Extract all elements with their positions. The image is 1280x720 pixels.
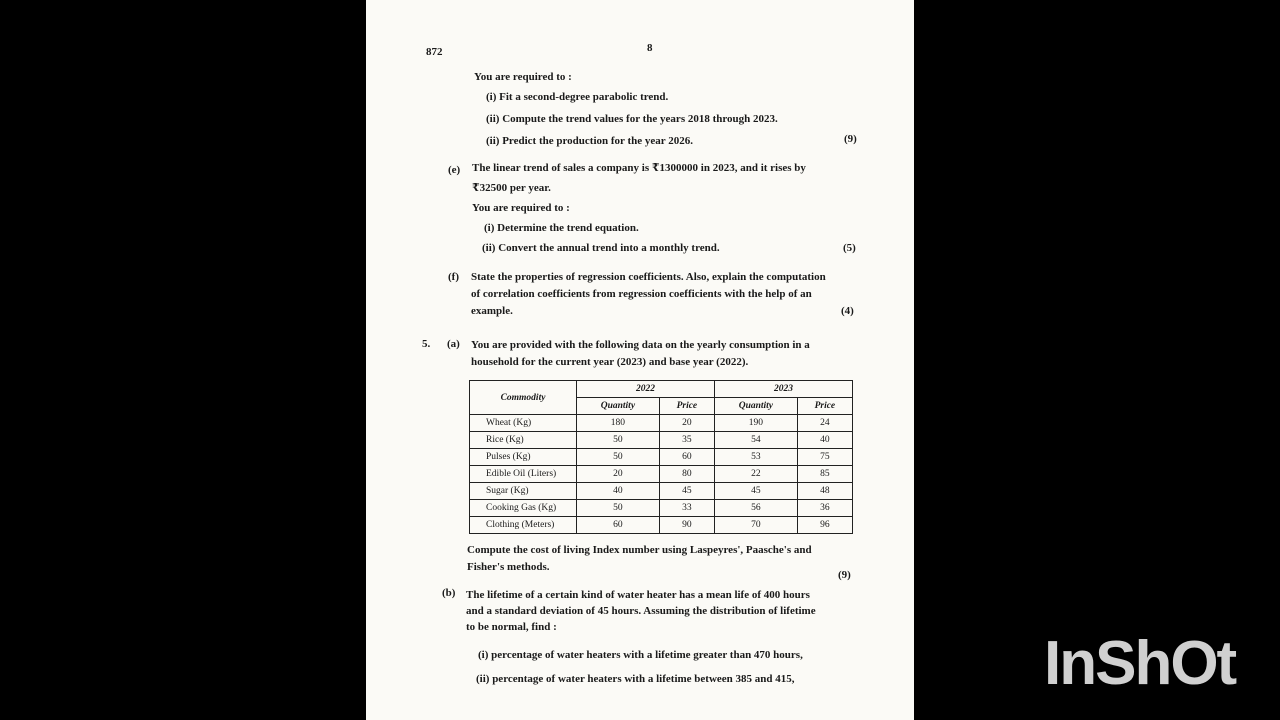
paper-code: 872: [426, 46, 443, 58]
q5-number: 5.: [422, 338, 431, 350]
exam-page: [366, 0, 914, 720]
q5b-line2: and a standard deviation of 45 hours. Assuming the distribution of lifetime: [466, 605, 816, 617]
d-item-ii: (ii) Compute the trend values for the years 2018 through 2023.: [486, 113, 778, 125]
value-cell: 60: [659, 449, 714, 466]
e-item-i: (i) Determine the trend equation.: [484, 222, 639, 234]
value-cell: 20: [577, 466, 660, 483]
value-cell: 70: [714, 517, 797, 534]
f-line1: State the properties of regression coefficients. Also, explain the computation: [471, 271, 826, 283]
table-row: [470, 415, 853, 432]
q5b-line3: to be normal, find :: [466, 621, 557, 633]
quantity-header: Quantity: [714, 398, 797, 415]
d-required: You are required to :: [474, 71, 572, 83]
value-cell: 54: [714, 432, 797, 449]
e-required: You are required to :: [472, 202, 570, 214]
value-cell: 20: [659, 415, 714, 432]
q5a-line2: household for the current year (2023) and base year (2022).: [471, 356, 749, 368]
q5a-after1: Compute the cost of living Index number using Laspeyres', Paasche's and: [467, 544, 812, 556]
value-cell: 35: [659, 432, 714, 449]
q5b-line1: The lifetime of a certain kind of water heater has a mean life of 400 hours: [466, 589, 810, 601]
table-row: [470, 483, 853, 500]
value-cell: 36: [797, 500, 852, 517]
q5b-item-ii: (ii) percentage of water heaters with a lifetime between 385 and 415,: [476, 673, 795, 685]
q5a-marks: (9): [838, 569, 851, 581]
value-cell: 50: [577, 500, 660, 517]
value-cell: 96: [797, 517, 852, 534]
value-cell: 80: [659, 466, 714, 483]
value-cell: 56: [714, 500, 797, 517]
table-row: [470, 517, 853, 534]
year-2022-header: 2022: [577, 381, 715, 398]
value-cell: 45: [659, 483, 714, 500]
commodity-cell: Rice (Kg): [470, 432, 577, 449]
e-line1: The linear trend of sales a company is ₹1300000 in 2023, and it rises by: [472, 162, 806, 174]
commodity-cell: Sugar (Kg): [470, 483, 577, 500]
price-header: Price: [797, 398, 852, 415]
value-cell: 53: [714, 449, 797, 466]
f-label: (f): [448, 271, 459, 283]
e-label: (e): [448, 164, 461, 176]
q5a-after2: Fisher's methods.: [467, 561, 550, 573]
commodity-cell: Edible Oil (Liters): [470, 466, 577, 483]
value-cell: 180: [577, 415, 660, 432]
q5b-label: (b): [442, 587, 456, 599]
consumption-table: [469, 380, 853, 534]
value-cell: 190: [714, 415, 797, 432]
value-cell: 33: [659, 500, 714, 517]
q5a-line1: You are provided with the following data on the yearly consumption in a: [471, 339, 810, 351]
value-cell: 40: [577, 483, 660, 500]
f-line2: of correlation coefficients from regression coefficients with the help of an: [471, 288, 812, 300]
value-cell: 24: [797, 415, 852, 432]
commodity-header: Commodity: [470, 381, 577, 415]
inshot-watermark: InShOt: [1044, 629, 1236, 698]
d-item-iii: (ii) Predict the production for the year 2026.: [486, 135, 693, 147]
value-cell: 60: [577, 517, 660, 534]
value-cell: 85: [797, 466, 852, 483]
year-2023-header: 2023: [714, 381, 852, 398]
f-marks: (4): [841, 305, 854, 317]
commodity-cell: Clothing (Meters): [470, 517, 577, 534]
page-number: 8: [647, 42, 653, 54]
d-marks: (9): [844, 133, 857, 145]
value-cell: 22: [714, 466, 797, 483]
table-row: [470, 500, 853, 517]
table-row: [470, 466, 853, 483]
q5b-item-i: (i) percentage of water heaters with a lifetime greater than 470 hours,: [478, 649, 803, 661]
q5a-label: (a): [447, 338, 460, 350]
price-header: Price: [659, 398, 714, 415]
quantity-header: Quantity: [577, 398, 660, 415]
d-item-i: (i) Fit a second-degree parabolic trend.: [486, 91, 669, 103]
value-cell: 45: [714, 483, 797, 500]
f-line3: example.: [471, 305, 513, 317]
commodity-cell: Wheat (Kg): [470, 415, 577, 432]
commodity-cell: Cooking Gas (Kg): [470, 500, 577, 517]
value-cell: 90: [659, 517, 714, 534]
e-item-ii: (ii) Convert the annual trend into a monthly trend.: [482, 242, 720, 254]
value-cell: 50: [577, 449, 660, 466]
value-cell: 40: [797, 432, 852, 449]
value-cell: 48: [797, 483, 852, 500]
value-cell: 75: [797, 449, 852, 466]
e-line2: ₹32500 per year.: [472, 182, 551, 194]
value-cell: 50: [577, 432, 660, 449]
table-row: [470, 449, 853, 466]
e-marks: (5): [843, 242, 856, 254]
table-row: [470, 432, 853, 449]
commodity-cell: Pulses (Kg): [470, 449, 577, 466]
